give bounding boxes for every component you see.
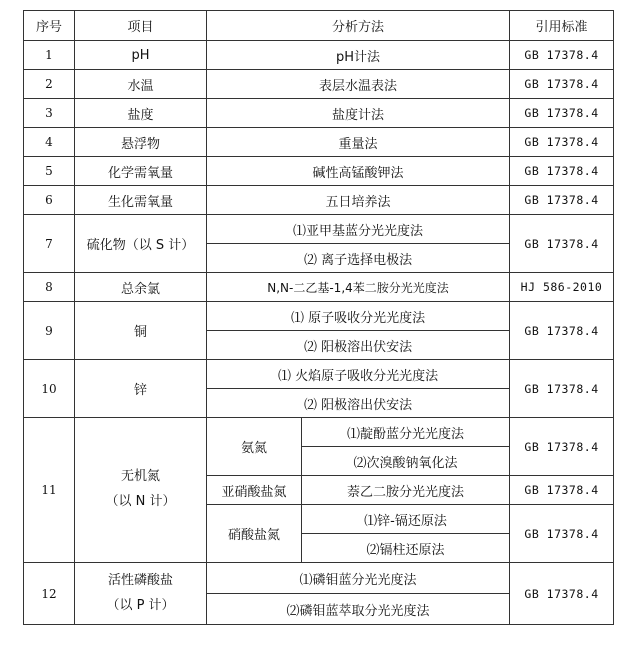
seq-cell: 5 — [24, 157, 75, 186]
seq-cell: 8 — [24, 273, 75, 302]
method-cell: ⑵镉柱还原法 — [302, 534, 510, 563]
seq-cell: 7 — [24, 215, 75, 273]
item-cell — [75, 418, 207, 563]
method-cell: ⑵ 阳极溶出伏安法 — [207, 389, 510, 418]
seq-cell: 11 — [24, 418, 75, 563]
method-cell: ⑵次溴酸钠氧化法 — [302, 447, 510, 476]
standard-cell: GB 17378.4 — [510, 157, 614, 186]
table-row — [24, 418, 614, 447]
header-row — [24, 11, 614, 41]
method-cell: 表层水温表法 — [207, 70, 510, 99]
sub-item-cell: 亚硝酸盐氮 — [207, 476, 302, 505]
method-cell: ⑵ 阳极溶出伏安法 — [207, 331, 510, 360]
method-cell: ⑴ 原子吸收分光光度法 — [207, 302, 510, 331]
item-cell: 化学需氧量 — [75, 157, 207, 186]
standard-cell: GB 17378.4 — [510, 128, 614, 157]
sub-item-cell: 硝酸盐氮 — [207, 505, 302, 563]
item-cell: 锌 — [75, 360, 207, 418]
table-row — [24, 157, 614, 186]
table-row — [24, 99, 614, 128]
table-row — [24, 273, 614, 302]
standard-cell: GB 17378.4 — [510, 360, 614, 418]
standard-cell: GB 17378.4 — [510, 99, 614, 128]
method-cell: ⑴锌-镉还原法 — [302, 505, 510, 534]
table-row — [24, 302, 614, 331]
sub-item-cell: 氨氮 — [207, 418, 302, 476]
table-row — [24, 563, 614, 594]
table-row — [24, 70, 614, 99]
method-cell: N,N-二乙基-1,4苯二胺分光光度法 — [207, 273, 510, 302]
method-cell: ⑵磷钼蓝萃取分光光度法 — [207, 594, 510, 625]
seq-cell: 2 — [24, 70, 75, 99]
method-cell: ⑴靛酚蓝分光光度法 — [302, 418, 510, 447]
standard-cell: GB 17378.4 — [510, 215, 614, 273]
standard-cell: GB 17378.4 — [510, 302, 614, 360]
item-cell: 生化需氧量 — [75, 186, 207, 215]
table-row — [24, 41, 614, 70]
header-standard: 引用标准 — [510, 11, 614, 41]
item-cell — [75, 563, 207, 625]
item-cell: 总余氯 — [75, 273, 207, 302]
item-cell: 硫化物（以 S 计） — [75, 215, 207, 273]
standard-cell: GB 17378.4 — [510, 476, 614, 505]
item-line2: （以 N 计） — [105, 494, 176, 509]
standard-cell: HJ 586-2010 — [510, 273, 614, 302]
seq-cell: 3 — [24, 99, 75, 128]
seq-cell: 10 — [24, 360, 75, 418]
table-row — [24, 215, 614, 244]
seq-cell: 1 — [24, 41, 75, 70]
standard-cell: GB 17378.4 — [510, 418, 614, 476]
analysis-methods-table — [23, 10, 614, 625]
table-row — [24, 186, 614, 215]
header-item: 项目 — [75, 11, 207, 41]
standard-cell: GB 17378.4 — [510, 505, 614, 563]
standard-cell: GB 17378.4 — [510, 41, 614, 70]
item-cell: 铜 — [75, 302, 207, 360]
seq-cell: 9 — [24, 302, 75, 360]
method-cell: 盐度计法 — [207, 99, 510, 128]
header-method: 分析方法 — [207, 11, 510, 41]
item-cell: 水温 — [75, 70, 207, 99]
seq-cell: 6 — [24, 186, 75, 215]
item-line2: （以 P 计） — [106, 597, 175, 613]
seq-cell: 4 — [24, 128, 75, 157]
method-cell: pH计法 — [207, 41, 510, 70]
item-line1: 活性磷酸盐 — [107, 572, 173, 588]
method-cell: ⑴磷钼蓝分光光度法 — [207, 563, 510, 594]
item-cell: pH — [75, 41, 207, 70]
method-cell: ⑴亚甲基蓝分光光度法 — [207, 215, 510, 244]
method-cell: 萘乙二胺分光光度法 — [302, 476, 510, 505]
item-cell: 悬浮物 — [75, 128, 207, 157]
standard-cell: GB 17378.4 — [510, 186, 614, 215]
table-row — [24, 360, 614, 389]
method-cell: 重量法 — [207, 128, 510, 157]
table-row — [24, 128, 614, 157]
method-cell: 碱性高锰酸钾法 — [207, 157, 510, 186]
standard-cell: GB 17378.4 — [510, 563, 614, 625]
seq-cell: 12 — [24, 563, 75, 625]
method-cell: ⑴ 火焰原子吸收分光光度法 — [207, 360, 510, 389]
item-cell: 盐度 — [75, 99, 207, 128]
table-wrapper — [23, 10, 614, 625]
header-seq: 序号 — [24, 11, 75, 41]
method-cell: 五日培养法 — [207, 186, 510, 215]
standard-cell: GB 17378.4 — [510, 70, 614, 99]
method-cell: ⑵ 离子选择电极法 — [207, 244, 510, 273]
item-line1: 无机氮 — [120, 469, 160, 485]
